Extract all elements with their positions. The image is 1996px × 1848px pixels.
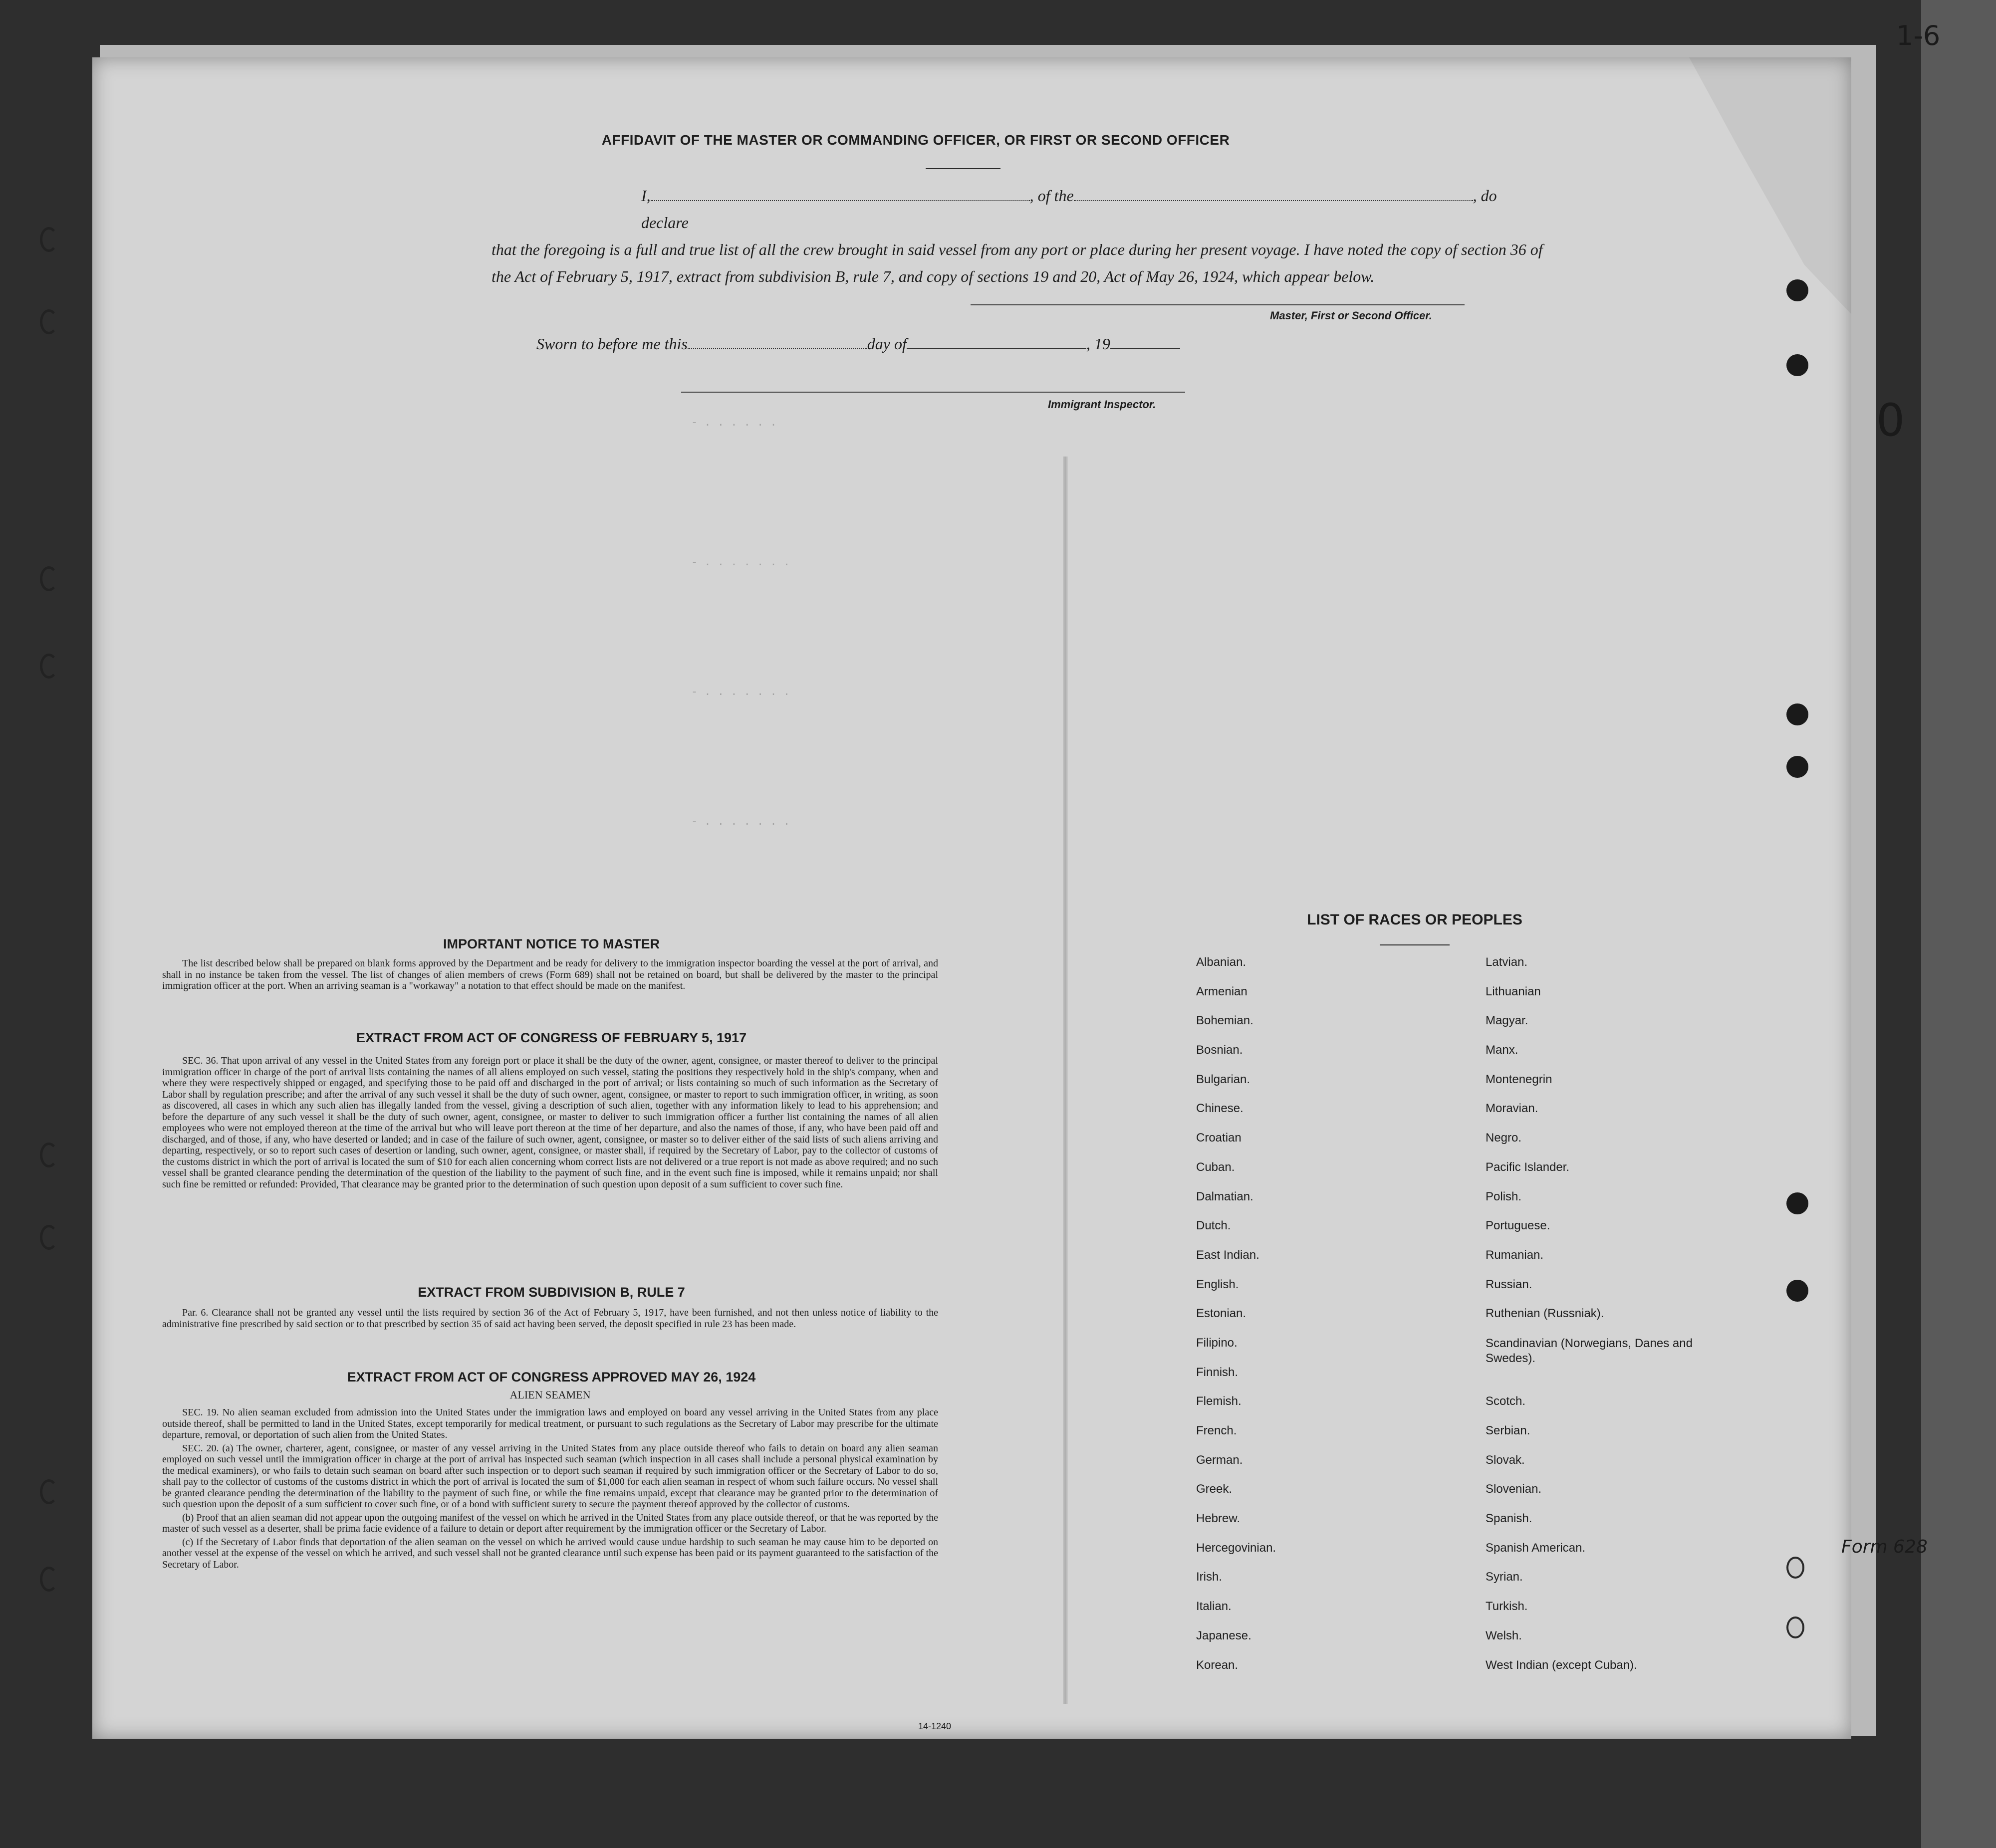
sworn-prefix: Sworn to before me this [536,335,688,353]
race-item: Dalmatian. [1196,1189,1253,1203]
race-item: Finnish. [1196,1365,1239,1379]
race-item: Greek. [1196,1482,1233,1496]
sworn-day-field[interactable] [688,334,867,349]
margin-note-zero: 0 [1876,394,1905,447]
margin-note-page: 1-6 [1896,20,1941,51]
race-item: Turkish. [1486,1600,1528,1614]
binder-hole [1786,354,1808,376]
alien-seamen-subtitle: ALIEN SEAMEN [509,1388,591,1401]
inspector-line[interactable] [681,392,1185,393]
binder-hole [1786,703,1808,725]
race-item: Cuban. [1196,1160,1235,1174]
race-item: Dutch. [1196,1219,1231,1233]
affidavit-declare: , do declare [641,187,1497,231]
race-item: Serbian. [1486,1424,1530,1438]
race-item: German. [1196,1453,1243,1467]
vessel-name-field[interactable] [1074,185,1473,201]
race-item: Japanese. [1196,1628,1251,1642]
par-6-paragraph: Par. 6. Clearance shall not be granted any vessel until the lists required by section 36 of the Act of February 5, 1917, have been furnished, and not then unless notice of liability to the administrative fine prescribed by said section or to that prescribed by section 35 of said act having been served, the deposit specified in rule 23 has been made. [162,1307,938,1330]
race-item: Latvian. [1486,955,1528,969]
extract-1924-text [162,1407,938,1572]
binder-hole [1786,756,1808,778]
affidavit-i-label: I, [641,187,651,205]
race-item: West Indian (except Cuban). [1486,1658,1637,1672]
bleed-through-text: - . . . . . . [691,417,777,429]
races-right-column [1486,955,1695,1687]
race-item: Bosnian. [1196,1043,1243,1057]
race-item: Polish. [1486,1189,1522,1203]
inspector-label: Immigrant Inspector. [1048,398,1156,411]
race-item: Scotch. [1486,1394,1526,1408]
race-item: Slovak. [1486,1453,1525,1467]
sec-20a-paragraph: SEC. 20. (a) The owner, charterer, agent, consignee, or master of any vessel arriving in the United States from any place outside thereof who fails to detain on board any alien seaman employed on such vessel until the immigration officer in charge at the port of arrival has inspected such seaman (which inspection in all cases shall include a personal physical examination by the medical examiners), or who fails to detain such seaman on board after such inspection or to deport such seaman if required by such immigration officer or the Secretary of Labor to do so, shall pay to the collector of customs of the customs district in which the port of arrival is located the sum of $1,000 for each alien seaman in respect of whom such failure occurs. No vessel shall be granted clearance pending the determination of the liability to the payment of such fine, or while the fine remains unpaid, except that clearance may be granted prior to the determination of such question upon the deposit of a sum sufficient to cover such fine, or of a bond with sufficient surety to secure the payment thereof approved by the collector of customs. [162,1442,938,1510]
sec-20b-paragraph: (b) Proof that an alien seaman did not appear upon the outgoing manifest of the vessel on which he arrived in the United States from any place outside thereof, or that he was reported by the master of such vessel as a deserter, shall be prima facie evidence of a failure to detain or deport after requirement by the immigration officer or the Secretary of Labor. [162,1512,938,1534]
binder-ring [40,1479,58,1504]
race-item: Montenegrin [1486,1072,1552,1086]
sec-36-paragraph: SEC. 36. That upon arrival of any vessel in the United States from any foreign port or place it shall be the duty of the owner, agent, consignee, or master thereof to deliver to the principal immigration officer in charge of the port of arrival lists containing the names of all aliens employed on such vessel, stating the positions they respectively hold in the ship's company, when and where they were respectively shipped or engaged, and specifying those to be paid off and discharged in the port of arrival; or lists containing so much of such information as the Secretary of Labor shall by regulation prescribe; and after the arrival of any such vessel it shall be the duty of such owner, agent, consignee, or master to report to such immigration officer, in writing, as soon as discovered, all cases in which any such alien has illegally landed from the vessel, giving a description of such alien, together with any information likely to lead to his apprehension; and before the departure of any such vessel it shall be the duty of such owner, agent, consignee, or master to deliver to such immigration officer a further list containing the names of all alien employees who were not employed thereon at the time of the arrival but who will leave port thereon at the time of her departure, and also the names of those, if any, who have been paid off and discharged, and of those, if any, who have deserted or landed; and in case of the failure of such owner, agent, consignee, or master so to deliver either of the said lists of such aliens arriving and departing, respectively, or so to report such cases of desertion or landing, such owner, agent, consignee, or master shall, if required by the Secretary of Labor, pay to the collector of customs of the customs district in which the port of arrival is located the sum of $10 for each alien concerning whom correct lists are not delivered or a true report is not made as above required; and no such vessel shall be granted clearance pending the determination of the question of the liability to the payment of such fine, and in the event such fine is imposed, while it remains unpaid; nor shall such fine be remitted or refunded: Provided, That clearance may be granted prior to the determination of such question upon deposit of a sum sufficient to cover such fine. [162,1055,938,1190]
race-item: Spanish American. [1486,1541,1586,1555]
binder-ring [40,566,58,591]
race-item: Filipino. [1196,1336,1238,1350]
race-item: Chinese. [1196,1102,1244,1116]
rule-7-text [162,1307,938,1332]
race-item: Estonian. [1196,1307,1247,1321]
race-item: Italian. [1196,1600,1232,1614]
race-item: Flemish. [1196,1394,1242,1408]
race-item: Russian. [1486,1277,1532,1291]
signature-line[interactable] [971,304,1465,305]
race-item: Moravian. [1486,1102,1538,1116]
race-item: Negro. [1486,1131,1522,1145]
binder-ring [40,654,58,679]
race-item: French. [1196,1424,1237,1437]
binder-backing [1921,0,1996,1848]
binder-hole [1786,1192,1808,1214]
extract-1917-title: EXTRACT FROM ACT OF CONGRESS OF FEBRUARY 5, 1917 [356,1030,747,1045]
race-item: Bohemian. [1196,1014,1253,1028]
torn-corner [1689,57,1851,317]
races-left-column [1196,955,1446,1687]
race-item: Welsh. [1486,1628,1522,1642]
affidavit-text: that the foregoing is a full and true list of all the crew brought in said vessel from any port or place during her present voyage. I have noted the copy of section 36 of the Act of February 5, 1917, extract from subdivision B, rule 7, and copy of sections 19 and 20, Act of May 26, 1924, which appear below. [492,240,1543,285]
sec-20c-paragraph: (c) If the Secretary of Labor finds that deportation of the alien seaman on the vessel on which he arrived would cause undue hardship to such seaman he may cause him to be deported on another vessel at the expense of the vessel on which he arrived, and such vessel shall not be granted clearance until such expense has been paid or its payment guaranteed to the satisfaction of the Secretary of Labor. [162,1536,938,1570]
affidavit-body [492,182,1544,290]
affidavit-title: AFFIDAVIT OF THE MASTER OR COMMANDING OFFICER, OR FIRST OR SECOND OFFICER [601,132,1230,148]
race-item: Hercegovinian. [1196,1541,1276,1555]
binder-hole [1786,279,1808,301]
race-item: Irish. [1196,1570,1223,1584]
race-item: Armenian [1196,984,1248,998]
notice-text [162,958,938,994]
race-item: Spanish. [1486,1512,1532,1526]
binder-ring [40,1143,58,1167]
race-item: Albanian. [1196,955,1247,969]
sworn-year: , 19 [1086,335,1110,353]
binder-ring [40,1567,58,1592]
binder-hole [1786,1557,1804,1579]
race-item: Magyar. [1486,1014,1528,1028]
race-item: Manx. [1486,1043,1518,1057]
extract-1917-text [162,1055,938,1192]
affidavit-of-the: , of the [1029,187,1074,205]
binder-ring [40,309,58,334]
race-item: East Indian. [1196,1248,1259,1262]
races-title: LIST OF RACES OR PEOPLES [1307,912,1522,928]
extract-1924-title: EXTRACT FROM ACT OF CONGRESS APPROVED MAY 26, 1924 [347,1370,756,1385]
races-title-rule [1380,944,1450,945]
sworn-day-of: day of [867,335,907,353]
binder-hole [1786,1280,1808,1302]
race-item: Scandinavian (Norwegians, Danes and Swedes). [1486,1336,1693,1365]
rule-7-title: EXTRACT FROM SUBDIVISION B, RULE 7 [418,1285,685,1300]
binder-hole [1786,1617,1804,1638]
sworn-month-field[interactable] [907,334,1086,349]
race-item: Slovenian. [1486,1482,1542,1496]
notice-title: IMPORTANT NOTICE TO MASTER [443,936,660,951]
race-item: Lithuanian [1486,984,1541,998]
race-item: Portuguese. [1486,1219,1550,1233]
margin-note-form: Form 628 [1841,1537,1928,1557]
race-item: Syrian. [1486,1570,1523,1584]
race-item: English. [1196,1277,1239,1291]
title-rule [926,168,1000,169]
bleed-through-text: - . . . . . . . [691,686,790,698]
binder-ring [40,1225,58,1250]
sec-19-paragraph: SEC. 19. No alien seaman excluded from admission into the United States under the immigration laws and employed on board any vessel arriving in the United States from any place outside thereof, shall be permitted to land in the United States, except temporarily for medical treatment, or pursuant to such regulations as the Secretary of Labor may prescribe for the ultimate departure, removal, or deportation of such alien from the United States. [162,1407,938,1440]
race-item: Croatian [1196,1131,1242,1145]
race-item: Hebrew. [1196,1512,1241,1526]
sworn-year-field[interactable] [1110,334,1180,349]
manifest-page [92,57,1851,1739]
race-item: Ruthenian (Russniak). [1486,1307,1604,1321]
race-item: Rumanian. [1486,1248,1544,1262]
form-number: 14-1240 [918,1721,952,1731]
bleed-through-text: - . . . . . . . [691,816,790,828]
race-item: Bulgarian. [1196,1072,1250,1086]
binder-ring [40,227,58,252]
notice-paragraph: The list described below shall be prepared on blank forms approved by the Department and be ready for delivery to the immigration inspector boarding the vessel at the port of arrival, and shall in no instance be taken from the vessel. The list of changes of alien members of crews (Form 689) shall not be retained on board, but shall be delivered by the master to the principal immigration officer at the port. When an arriving seaman is a "workaway" a notation to that effect should be made on the manifest. [162,958,938,991]
sworn-line [536,334,1180,353]
officer-name-field[interactable] [651,185,1030,201]
bleed-through-text: - . . . . . . . [691,556,790,569]
race-item: Korean. [1196,1658,1239,1672]
race-item: Pacific Islander. [1486,1160,1570,1174]
center-fold [1063,457,1068,1704]
signature-label: Master, First or Second Officer. [1270,309,1432,322]
